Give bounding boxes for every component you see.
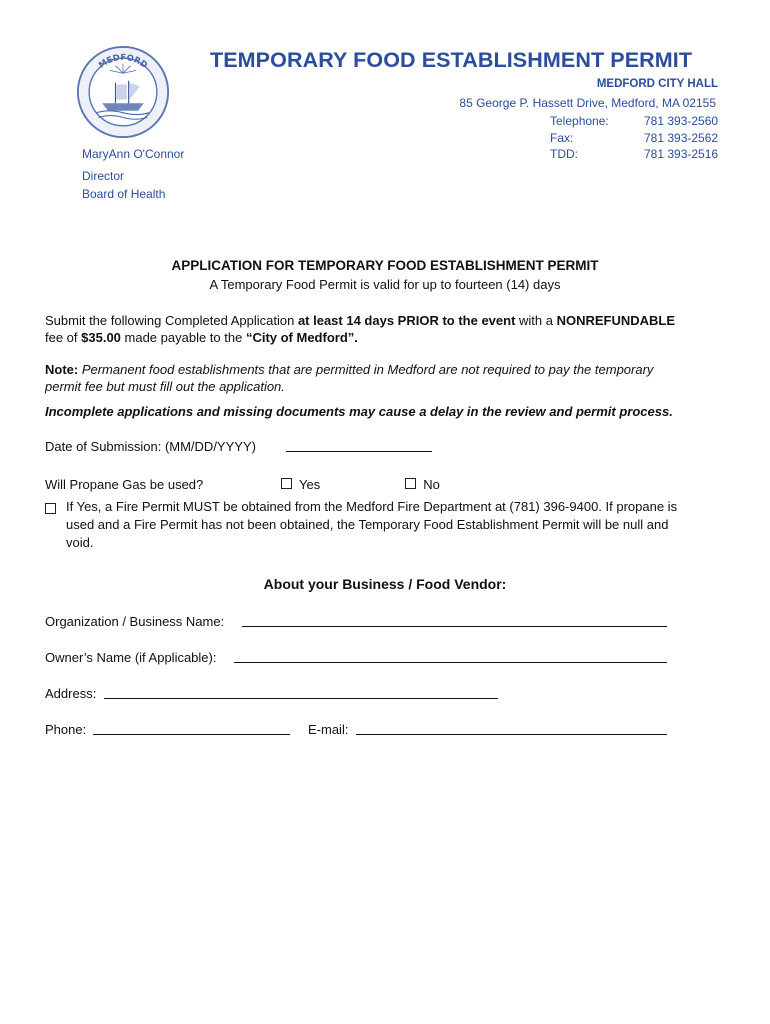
contact-label-telephone: Telephone: — [550, 114, 609, 128]
note-label: Note: — [45, 362, 79, 377]
submit-deadline: at least 14 days PRIOR to the event — [297, 313, 516, 328]
phone-label: Phone: — [45, 722, 87, 737]
note-line2: permit fee but must fill out the application. — [45, 379, 285, 394]
propane-no-option[interactable] — [405, 477, 440, 492]
propane-yes-option[interactable] — [281, 477, 320, 492]
office-name: MEDFORD CITY HALL — [596, 78, 718, 90]
propane-no-label: No — [423, 477, 440, 492]
propane-question: Will Propane Gas be used? — [45, 477, 204, 492]
seal-text: MEDFORD — [96, 52, 150, 71]
propane-yes-checkbox[interactable] — [281, 478, 292, 489]
submit-text-1: Submit the following Completed Application — [45, 313, 298, 328]
application-heading: APPLICATION FOR TEMPORARY FOOD ESTABLISHMENT PERMIT — [171, 258, 599, 273]
org-name-label: Organization / Business Name: — [45, 614, 225, 629]
contact-value-fax: 781 393-2562 — [644, 131, 719, 145]
email-input-line[interactable] — [356, 722, 667, 735]
submit-text-2: with a — [515, 313, 557, 328]
owner-name-input-line[interactable] — [234, 650, 667, 663]
submit-text-3: fee of — [45, 330, 82, 345]
official-department: Board of Health — [82, 187, 166, 201]
submit-instructions-line2 — [45, 330, 358, 345]
note-text-1: Permanent food establishments that are permitted in Medford are not required to pay the temporary — [78, 362, 654, 377]
address-label: Address: — [45, 686, 97, 701]
application-subheading: A Temporary Food Permit is valid for up to fourteen (14) days — [209, 277, 561, 292]
fire-permit-line3: void. — [66, 535, 94, 550]
fee-amount: $35.00 — [81, 330, 121, 345]
propane-yes-label: Yes — [299, 477, 321, 492]
fire-permit-checkbox-wrap[interactable] — [45, 501, 56, 519]
fire-permit-line1: If Yes, a Fire Permit MUST be obtained from the Medford Fire Department at (781) 396-9400. If propane is — [66, 499, 678, 514]
payee-name: “City of Medford”. — [245, 330, 358, 345]
incomplete-warning: Incomplete applications and missing documents may cause a delay in the review and permit process. — [45, 404, 673, 419]
fire-permit-line2: used and a Fire Permit has not been obtained, the Temporary Food Establishment Permit will be null and — [66, 517, 669, 532]
phone-input-line[interactable] — [93, 722, 290, 735]
fire-permit-checkbox[interactable] — [45, 503, 56, 514]
city-seal-logo — [76, 45, 170, 139]
submit-instructions-line1 — [45, 313, 675, 328]
contact-label-tdd: TDD: — [550, 147, 578, 161]
date-label: Date of Submission: (MM/DD/YYYY) — [45, 439, 256, 454]
official-name: MaryAnn O'Connor — [82, 147, 185, 161]
nonrefundable-label: NONREFUNDABLE — [556, 313, 676, 328]
org-name-input-line[interactable] — [242, 614, 667, 627]
business-heading: About your Business / Food Vendor: — [263, 576, 507, 592]
official-title: Director — [82, 169, 125, 183]
email-label: E-mail: — [308, 722, 349, 737]
contact-value-tdd: 781 393-2516 — [644, 147, 719, 161]
contact-label-fax: Fax: — [550, 131, 574, 145]
document-title: TEMPORARY FOOD ESTABLISHMENT PERMIT — [210, 48, 693, 72]
address-input-line[interactable] — [104, 686, 498, 699]
office-address: 85 George P. Hassett Drive, Medford, MA 02155 — [459, 96, 716, 110]
date-input-line[interactable] — [286, 439, 432, 452]
submit-text-4: made payable to the — [120, 330, 246, 345]
owner-name-label: Owner’s Name (if Applicable): — [45, 650, 217, 665]
note-line1 — [45, 362, 653, 377]
propane-no-checkbox[interactable] — [405, 478, 416, 489]
contact-value-telephone: 781 393-2560 — [644, 114, 719, 128]
